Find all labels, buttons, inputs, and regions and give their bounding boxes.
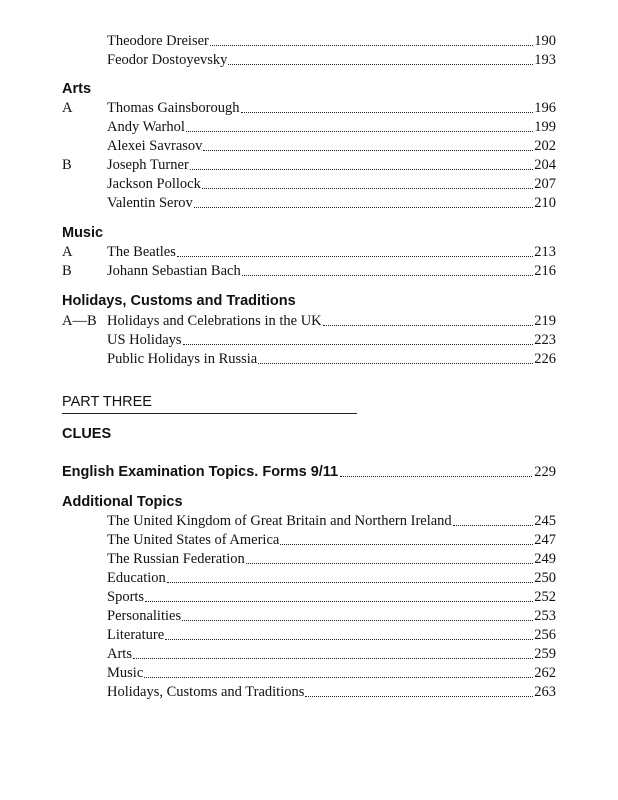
toc-entry-page: 249: [534, 551, 556, 567]
dot-leader: [258, 362, 533, 364]
toc-entry-title: The Beatles: [107, 244, 176, 260]
toc-entry: [107, 645, 556, 663]
toc-entry-title: The Russian Federation: [107, 551, 245, 567]
toc-entry-page: 204: [534, 157, 556, 173]
toc-entry-page: 216: [534, 263, 556, 279]
toc-entry-page: 207: [534, 176, 556, 192]
dot-leader: [453, 524, 534, 526]
dot-leader: [340, 475, 532, 477]
toc-entry-title: Public Holidays in Russia: [107, 351, 258, 367]
dot-leader: [186, 130, 533, 132]
toc-entry-page: 202: [534, 138, 556, 154]
toc-entry-page: 193: [534, 52, 556, 68]
toc-entry-page: 196: [534, 100, 556, 116]
section-heading-additional: Additional Topics: [62, 494, 183, 510]
toc-entry-title: Thomas Gainsborough: [107, 100, 240, 116]
dot-leader: [145, 600, 533, 602]
dot-leader: [305, 695, 533, 697]
toc-entry: [107, 569, 556, 587]
dot-leader: [210, 44, 533, 46]
dot-leader: [323, 324, 534, 326]
dot-leader: [241, 111, 534, 113]
toc-entry-title: Education: [107, 570, 166, 586]
toc-entry: [107, 262, 556, 280]
dot-leader: [280, 543, 533, 545]
section-letter: A: [62, 100, 73, 116]
dot-leader: [202, 187, 533, 189]
toc-entry: [107, 99, 556, 117]
section-letter: A—B: [62, 313, 97, 329]
dot-leader: [190, 168, 533, 170]
toc-entry-page: 253: [534, 608, 556, 624]
toc-entry: [107, 312, 556, 330]
toc-entry: [107, 683, 556, 701]
dot-leader: [246, 562, 534, 564]
toc-entry: [107, 350, 556, 368]
toc-entry-dostoyevsky: [107, 51, 556, 69]
toc-entry-page: 210: [534, 195, 556, 211]
part-divider: [62, 413, 357, 414]
toc-entry-page: 223: [534, 332, 556, 348]
dot-leader: [242, 274, 534, 276]
toc-entry-page: 219: [534, 313, 556, 329]
toc-entry-title: Arts: [107, 646, 132, 662]
toc-entry: [107, 512, 556, 530]
dot-leader: [133, 657, 533, 659]
toc-entry-title: Andy Warhol: [107, 119, 185, 135]
toc-entry-title: The United States of America: [107, 532, 280, 548]
toc-entry-page: 247: [534, 532, 556, 548]
clues-heading: CLUES: [62, 426, 112, 442]
dot-leader: [194, 206, 533, 208]
toc-entry-page: 263: [534, 684, 556, 700]
dot-leader: [177, 255, 533, 257]
toc-entry: [107, 156, 556, 174]
toc-entry: [107, 626, 556, 644]
toc-entry-title: Literature: [107, 627, 165, 643]
toc-entry-page: 226: [534, 351, 556, 367]
toc-entry-title: English Examination Topics. Forms 9/11: [62, 464, 339, 480]
toc-entry-page: 256: [534, 627, 556, 643]
toc-entry-title: Sports: [107, 589, 145, 605]
toc-entry: [107, 331, 556, 349]
dot-leader: [182, 619, 533, 621]
toc-entry-title: US Holidays: [107, 332, 182, 348]
part-label: PART THREE: [62, 394, 152, 410]
section-heading-holidays: Holidays, Customs and Traditions: [62, 293, 296, 309]
dot-leader: [183, 343, 534, 345]
toc-entry-page: 213: [534, 244, 556, 260]
toc-entry-page: 259: [534, 646, 556, 662]
toc-entry-page: 262: [534, 665, 556, 681]
toc-entry: [107, 137, 556, 155]
toc-entry-title: Alexei Savrasov: [107, 138, 203, 154]
toc-entry-title: Feodor Dostoyevsky: [107, 52, 228, 68]
toc-entry-title: Holidays and Celebrations in the UK: [107, 313, 322, 329]
toc-entry-title: Personalities: [107, 608, 182, 624]
toc-entry-page: 245: [534, 513, 556, 529]
toc-entry: [107, 118, 556, 136]
toc-entry-title: Holidays, Customs and Traditions: [107, 684, 305, 700]
toc-entry-page: 229: [534, 464, 556, 480]
dot-leader: [228, 63, 533, 65]
section-heading-music: Music: [62, 225, 104, 241]
toc-entry: [107, 664, 556, 682]
toc-entry-page: 190: [534, 33, 556, 49]
toc-entry: [107, 175, 556, 193]
dot-leader: [167, 581, 533, 583]
toc-entry-title: Jackson Pollock: [107, 176, 201, 192]
toc-entry-title: Johann Sebastian Bach: [107, 263, 241, 279]
dot-leader: [203, 149, 533, 151]
toc-entry-title: Music: [107, 665, 144, 681]
toc-entry: [107, 550, 556, 568]
section-letter: A: [62, 244, 73, 260]
toc-entry-dreiser: [107, 32, 556, 50]
toc-entry-title: Valentin Serov: [107, 195, 193, 211]
toc-entry: [107, 243, 556, 261]
toc-entry-page: 252: [534, 589, 556, 605]
toc-entry: [107, 607, 556, 625]
toc-entry-title: Joseph Turner: [107, 157, 189, 173]
dot-leader: [165, 638, 533, 640]
section-letter: B: [62, 263, 72, 279]
toc-entry-title: Theodore Dreiser: [107, 33, 209, 49]
section-heading-arts: Arts: [62, 81, 92, 97]
toc-entry: [107, 194, 556, 212]
toc-entry-exam: [62, 463, 556, 481]
dot-leader: [144, 676, 533, 678]
toc-entry: [107, 531, 556, 549]
toc-entry-title: The United Kingdom of Great Britain and Northern Ireland: [107, 513, 452, 529]
toc-entry-page: 250: [534, 570, 556, 586]
section-letter: B: [62, 157, 72, 173]
toc-entry: [107, 588, 556, 606]
toc-entry-page: 199: [534, 119, 556, 135]
